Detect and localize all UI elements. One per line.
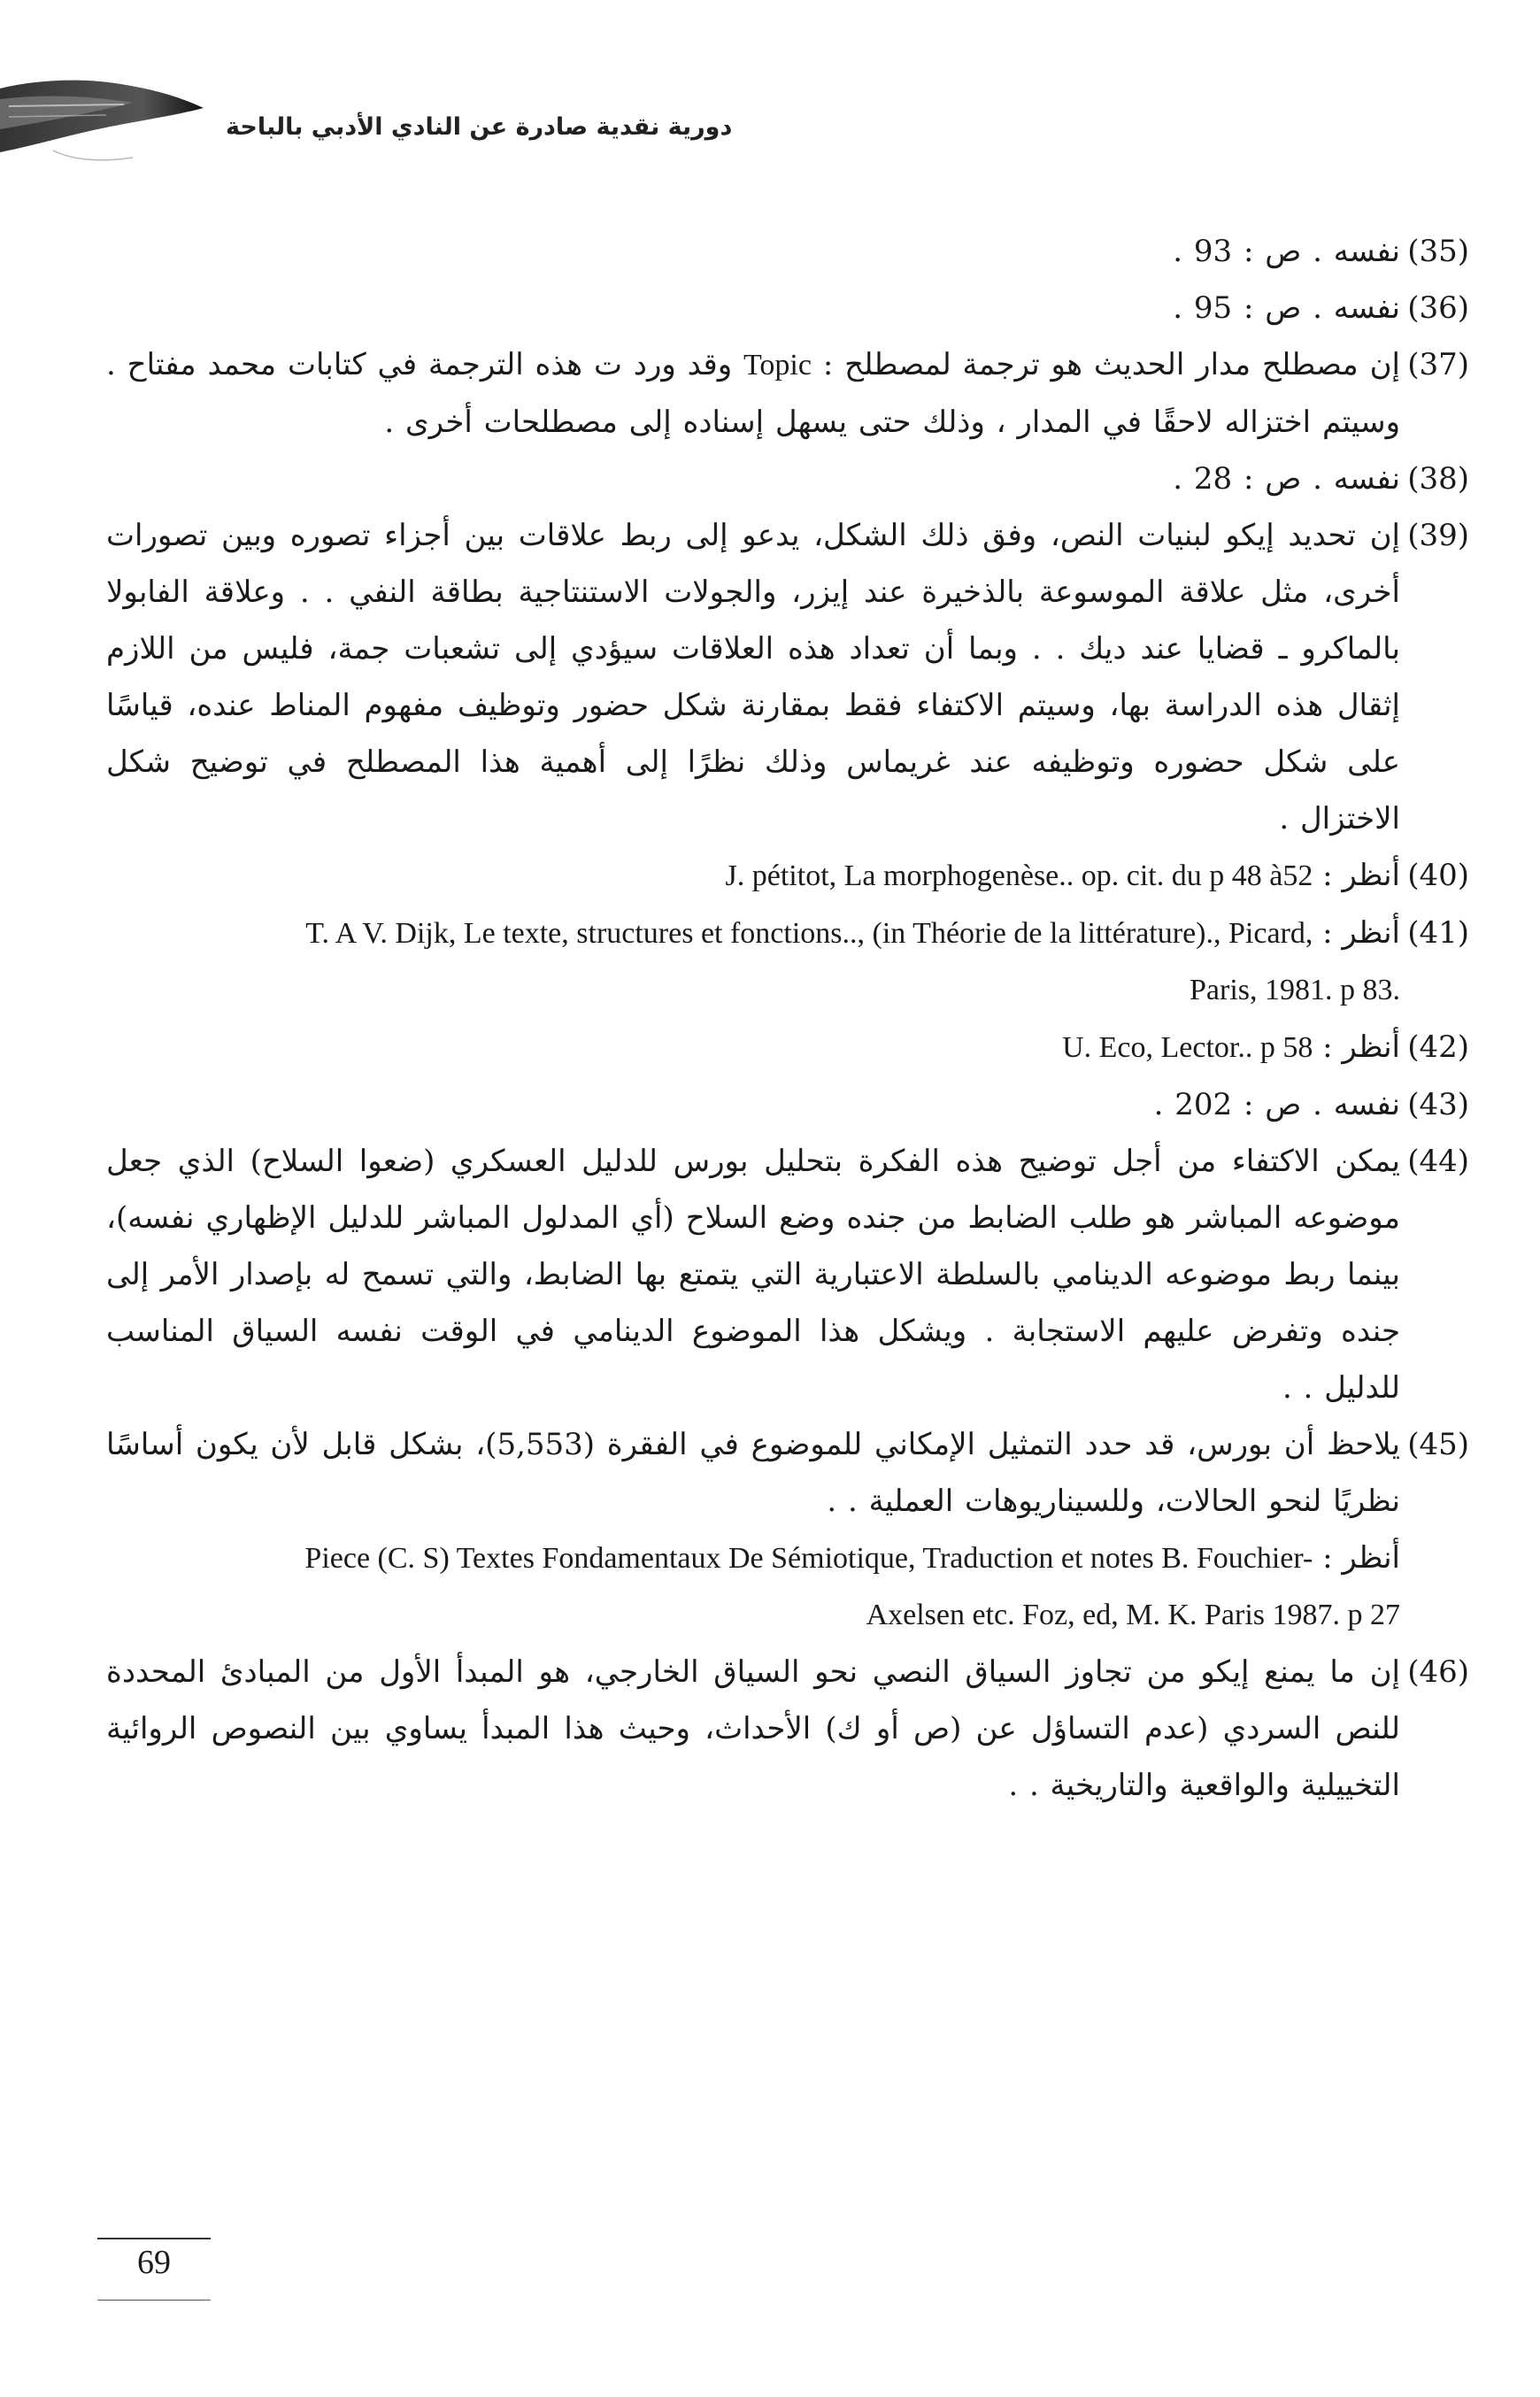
note-number: (45) [1407, 1427, 1469, 1462]
note-46 [106, 1644, 1469, 1814]
note-41 [106, 905, 1469, 962]
bibliographic-reference-continuation: Axelsen etc. Foz, ed, M. K. Paris 1987. p 27 [866, 1599, 1400, 1631]
bibliographic-reference: U. Eco, Lector.. p 58 [1062, 1031, 1313, 1064]
journal-title: دورية نقدية صادرة عن النادي الأدبي بالباحة [226, 113, 733, 141]
note-text: يمكن الاكتفاء من أجل توضيح هذه الفكرة بتحليل بورس للدليل العسكري (ضعوا السلاح) الذي جعل موضوعه المباشر هو طلب الضابط من جنده وضع السلاح (أي المدلول المباشر للدليل الإظهاري نفسه)، بينما ربط موضوعه الدينامي بالسلطة الاعتبارية التي يتمتع بها الضابط، والتي تسمح له بإصدار الأمر إلى جنده وتفرض عليهم الاستجابة . ويشكل هذا الموضوع الدينامي في الوقت نفسه السياق المناسب للدليل . . [106, 1144, 1400, 1406]
note-text: إن ما يمنع إيكو من تجاوز السياق النصي نحو السياق الخارجي، هو المبدأ الأول من المبادئ المحددة للنص السردي (عدم التساؤل عن (ص أو ك) الأحداث، وحيث هذا المبدأ يساوي بين النصوص الروائية التخييلية والواقعية والتاريخية . . [106, 1654, 1400, 1803]
note-text: إن تحديد إيكو لبنيات النص، وفق ذلك الشكل، يدعو إلى ربط علاقات بين أجزاء تصوره وبين تصورات أخرى، مثل علاقة الموسوعة بالذخيرة عند إيزر، والجولات الاستنتاجية بطاقة النفي . . وعلاقة الفابولا بالماكرو ـ قضايا عند ديك . . وبما أن تعداد هذه العلاقات سيؤدي إلى تشعبات جمة، فليس من اللازم إثقال هذه الدراسة بها، وسيتم الاكتفاء فقط بمقارنة شكل حضور وتوظيف مفهوم المناط عنده، قياسًا على شكل حضوره وتوظيفه عند غريماس وذلك نظرًا إلى أهمية هذا المصطلح في توضيح شكل الاختزال . [106, 518, 1400, 836]
note-text-part: وقد ورد ت هذه الترجمة في كتابات محمد مفتاح . وسيتم اختزاله لاحقًا في المدار ، وذلك حتى يسهل إسناده إلى مصطلحات أخرى . [106, 347, 1400, 440]
bibliographic-reference: T. A V. Dijk, Le texte, structures et fonctions.., (in Théorie de la littérature)., Picard, [305, 917, 1313, 950]
note-44 [106, 1133, 1469, 1416]
endnotes-list [106, 223, 1469, 1814]
page-number-rule [97, 2300, 211, 2301]
note-term: Topic [743, 349, 812, 382]
bibliographic-reference: Piece (C. S) Textes Fondamentaux De Sémiotique, Traduction et notes B. Fouchier- [304, 1542, 1313, 1575]
note-text [106, 905, 1400, 962]
journal-logo-icon [0, 53, 212, 168]
note-43 [106, 1076, 1469, 1133]
note-number: (46) [1407, 1654, 1469, 1690]
bibliographic-reference: J. pétitot, La morphogenèse.. op. cit. du p 48 à52 [725, 859, 1313, 892]
note-text: نفسه . ص : 202 . [1153, 1087, 1400, 1122]
note-37 [106, 336, 1469, 451]
see-label: أنظر : [1322, 1540, 1400, 1576]
note-42 [106, 1019, 1469, 1076]
bibliographic-reference-continuation: Paris, 1981. p 83. [1190, 974, 1400, 1006]
note-text: يلاحظ أن بورس، قد حدد التمثيل الإمكاني للموضوع في الفقرة (5,553)، بشكل قابل لأن يكون أساسًا نظريًا لنحو الحالات، وللسيناريوهات العملية . . [106, 1427, 1400, 1519]
note-number: (38) [1407, 461, 1469, 497]
page-number: 69 [97, 2238, 211, 2282]
note-38 [106, 451, 1469, 507]
note-40 [106, 847, 1469, 905]
note-text: نفسه . ص : 28 . [1173, 461, 1400, 497]
note-number: (36) [1407, 290, 1469, 326]
note-text: نفسه . ص : 93 . [1173, 234, 1400, 269]
note-number: (37) [1407, 347, 1469, 382]
page-header [0, 53, 733, 168]
note-text-part: إن مصطلح مدار الحديث هو ترجمة لمصطلح : [822, 347, 1401, 382]
note-45 [106, 1416, 1469, 1530]
note-45-reference [106, 1530, 1469, 1587]
note-number: (39) [1407, 518, 1469, 553]
note-text [106, 847, 1400, 905]
note-39 [106, 507, 1469, 847]
note-number: (42) [1407, 1029, 1469, 1065]
note-text [106, 1019, 1400, 1076]
note-number: (41) [1407, 915, 1469, 951]
note-number: (35) [1407, 234, 1469, 269]
see-label: أنظر : [1322, 858, 1400, 893]
note-number: (44) [1407, 1144, 1469, 1179]
note-text: نفسه . ص : 95 . [1173, 290, 1400, 326]
note-36 [106, 280, 1469, 336]
note-number: (40) [1407, 858, 1469, 893]
see-label: أنظر : [1322, 915, 1400, 951]
note-number: (43) [1407, 1087, 1469, 1122]
note-text [106, 336, 1400, 451]
note-35 [106, 223, 1469, 280]
see-label: أنظر : [1322, 1029, 1400, 1065]
